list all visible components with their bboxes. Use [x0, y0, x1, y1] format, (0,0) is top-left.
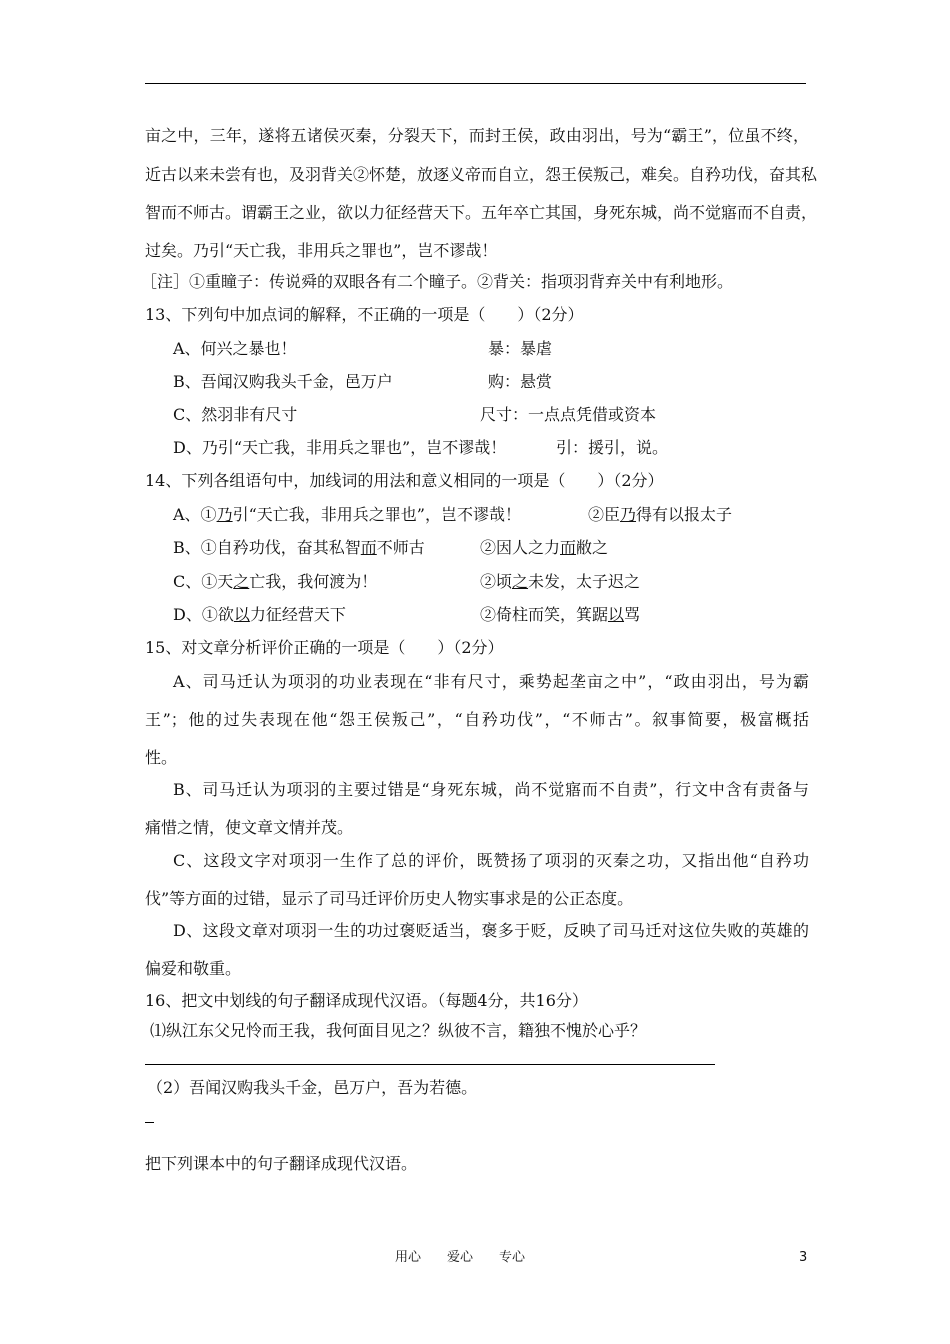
- q14-a2-prefix: ②臣: [588, 505, 621, 524]
- q14-d2-prefix: ②倚柱而笑，箕踞: [480, 605, 609, 624]
- q14-option-b-first: [173, 538, 425, 558]
- q13-option-c-gloss: 尺寸：一点点凭借或资本: [480, 405, 657, 424]
- q16-sentence-2: （2）吾闻汉购我头千金，邑万户，吾为若德。: [147, 1078, 478, 1097]
- question-13-stem: 13、下列句中加点词的解释，不正确的一项是（ ）（2分）: [145, 305, 584, 324]
- q13-option-b-gloss: 购：悬赏: [488, 372, 553, 391]
- q15-option-a: A、司马迁认为项羽的功业表现在“非有尺寸，乘势起垄亩之中”，“政由羽出，号为霸: [173, 672, 809, 691]
- q14-c-underlined-word: 之: [233, 572, 250, 591]
- answer-dash: [145, 1122, 154, 1123]
- question-15-stem: 15、对文章分析评价正确的一项是（ ）（2分）: [145, 638, 504, 657]
- q14-b-underlined-word: 而: [360, 538, 377, 557]
- q14-c2-suffix: 未发，太子迟之: [528, 572, 641, 591]
- q13-option-d-gloss: 引：援引，说。: [556, 438, 669, 457]
- q14-option-a-second: [588, 505, 732, 525]
- q14-d2-suffix: 骂: [624, 605, 641, 624]
- q14-a-suffix: 引“天亡我，非用兵之罪也”，岂不谬哉！: [232, 505, 521, 524]
- q14-b-prefix: B、①自矜功伐，奋其私智: [173, 538, 361, 557]
- passage-line: 过矣。乃引“天亡我，非用兵之罪也”，岂不谬哉！: [145, 241, 498, 260]
- q14-d-prefix: D、①欲: [173, 605, 234, 624]
- q14-b2-underlined-word: 而: [560, 538, 577, 557]
- q13-option-b: B、吾闻汉购我头千金，邑万户: [173, 372, 393, 391]
- q14-a-underlined-word: 乃: [216, 505, 233, 524]
- q15-option-d: D、这段文章对项羽一生的功过褒贬适当，褒多于贬，反映了司马迁对这位失败的英雄的: [173, 921, 809, 940]
- q14-a2-suffix: 得有以报太子: [636, 505, 733, 524]
- footer-motto: 用心 爱心 专心: [395, 1250, 526, 1265]
- q15-option-b-cont: 痛惜之情，使文章文情并茂。: [145, 818, 354, 837]
- q14-option-c-second: [480, 572, 640, 592]
- header-rule: [145, 83, 806, 84]
- q15-option-b: B、司马迁认为项羽的主要过错是“身死东城，尚不觉寤而不自责”，行文中含有责备与: [173, 780, 809, 799]
- q13-option-a: A、何兴之暴也！: [173, 339, 297, 358]
- q14-option-c-first: [173, 572, 377, 592]
- q14-c2-prefix: ②顷: [480, 572, 513, 591]
- q15-option-a-cont: 性。: [145, 748, 178, 767]
- q13-option-c: C、然羽非有尺寸: [173, 405, 298, 424]
- section-instruction: 把下列课本中的句子翻译成现代汉语。: [145, 1154, 418, 1173]
- q14-b-suffix: 不师古: [376, 538, 425, 557]
- q14-a-prefix: A、①: [173, 505, 217, 524]
- q14-d-underlined-word: 以: [233, 605, 250, 624]
- q14-option-d-first: [173, 605, 346, 625]
- passage-note: ［注］①重瞳子：传说舜的双眼各有二个瞳子。②背关：指项羽背弃关中有利地形。: [141, 272, 734, 291]
- q14-c-suffix: 亡我，我何渡为！: [249, 572, 378, 591]
- q15-option-d-cont: 偏爱和敬重。: [145, 959, 242, 978]
- passage-line: 智而不师古。谓霸王之业，欲以力征经营天下。五年卒亡其国，身死东城，尚不觉寤而不自责，: [145, 203, 818, 222]
- q13-option-a-gloss: 暴：暴虐: [488, 339, 553, 358]
- passage-line: 亩之中，三年，遂将五诸侯灭秦，分裂天下，而封王侯，政由羽出，号为“霸王”，位虽不终，: [145, 126, 809, 145]
- answer-line: [145, 1064, 715, 1065]
- q14-c-prefix: C、①天: [173, 572, 234, 591]
- q15-option-c: C、这段文字对项羽一生作了总的评价，既赞扬了项羽的灭秦之功，又指出他“自矜功: [173, 851, 809, 870]
- q14-d-suffix: 力征经营天下: [249, 605, 346, 624]
- q14-b2-prefix: ②因人之力: [480, 538, 561, 557]
- q14-b2-suffix: 敝之: [576, 538, 609, 557]
- q13-option-d: D、乃引“天亡我，非用兵之罪也”，岂不谬哉！: [173, 438, 507, 457]
- q14-d2-underlined-word: 以: [608, 605, 625, 624]
- question-14-stem: 14、下列各组语句中，加线词的用法和意义相同的一项是（ ）（2分）: [145, 471, 664, 490]
- page-number: 3: [799, 1250, 808, 1265]
- passage-line: 近古以来未尝有也，及羽背关②怀楚，放逐义帝而自立，怨王侯叛己，难矣。自矜功伐，奋其私: [145, 165, 818, 184]
- q14-option-b-second: [480, 538, 608, 558]
- q14-option-a-first: [173, 505, 521, 525]
- q16-sentence-1: ⑴纵江东父兄怜而王我，我何面目见之？纵彼不言，籍独不愧於心乎？: [150, 1021, 647, 1040]
- q15-option-a-cont: 王”；他的过失表现在他“怨王侯叛己”，“自矜功伐”，“不师古”。叙事简要，极富概括: [145, 710, 809, 729]
- q15-option-c-cont: 伐”等方面的过错，显示了司马迁评价历史人物实事求是的公正态度。: [145, 889, 634, 908]
- q14-option-d-second: [480, 605, 640, 625]
- q14-a2-underlined-word: 乃: [620, 505, 637, 524]
- q14-c2-underlined-word: 之: [512, 572, 529, 591]
- question-16-stem: 16、把文中划线的句子翻译成现代汉语。（每题4分，共16分）: [145, 991, 588, 1010]
